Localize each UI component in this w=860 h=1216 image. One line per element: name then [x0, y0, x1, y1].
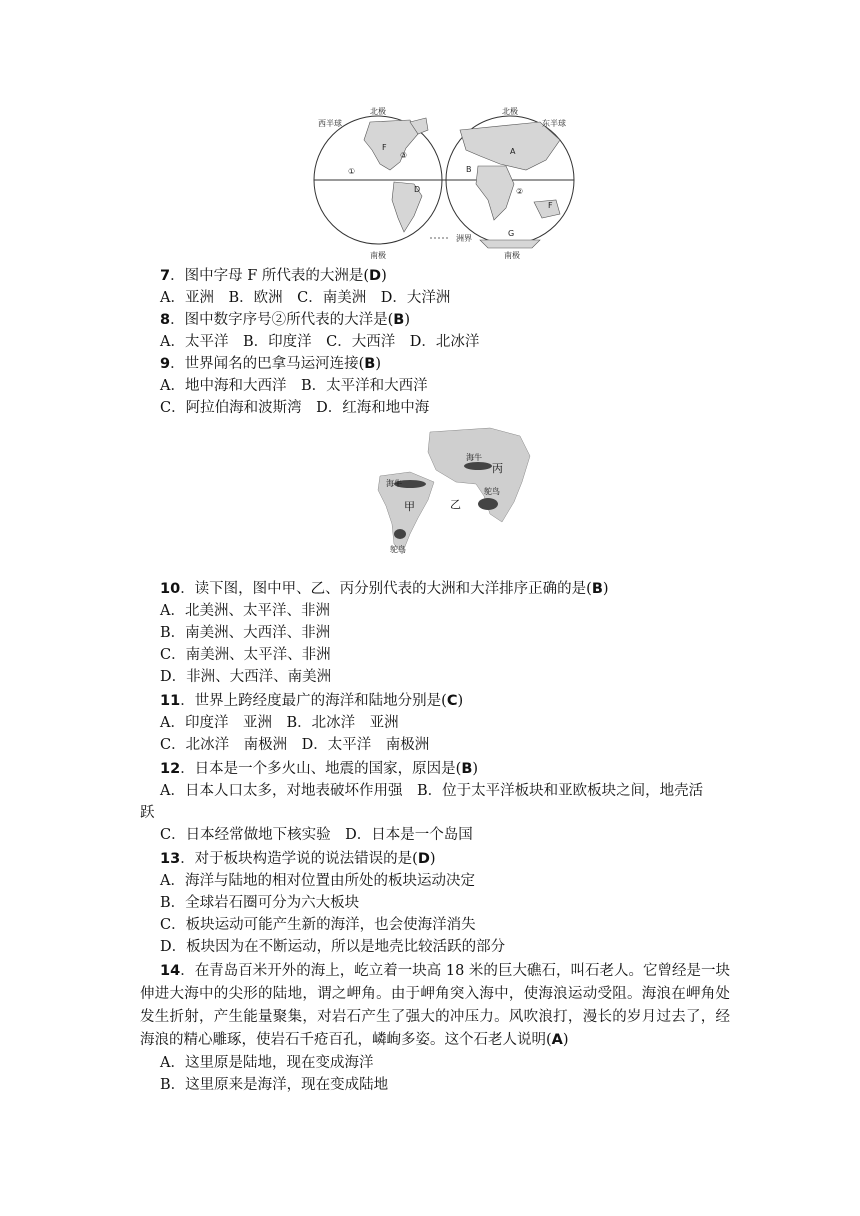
continents-map [370, 426, 542, 566]
q11-options-1: A．印度洋 亚洲 B．北冰洋 亚洲 [160, 715, 399, 731]
q9-stem: 9．世界闻名的巴拿马运河连接(B) [160, 356, 381, 372]
q12-options-1-cont: 跃 [140, 805, 155, 821]
ostrich-east-icon [478, 498, 498, 510]
q13-answer: D [417, 851, 430, 867]
q14-option-a: A．这里原是陆地，现在变成海洋 [160, 1055, 374, 1071]
marker-1: ① [348, 167, 356, 176]
africa-shape [428, 428, 530, 522]
q13-option-c: C．板块运动可能产生新的海洋，也会使海洋消失 [160, 917, 476, 933]
q14-answer: A [551, 1032, 563, 1048]
q12-stem: 12．日本是一个多火山、地震的国家，原因是(B) [160, 761, 479, 777]
north-pole-label-e: 北极 [502, 107, 518, 116]
australia-shape [534, 200, 560, 218]
hemisphere-map [310, 100, 580, 262]
north-pole-label-w: 北极 [370, 107, 386, 116]
south-pole-label-e: 南极 [504, 251, 520, 260]
q11-answer: C [446, 693, 458, 709]
q13-option-b: B．全球岩石圈可分为六大板块 [160, 895, 360, 911]
q10-option-a: A．北美洲、太平洋、非洲 [160, 603, 330, 619]
q9-answer: B [364, 356, 376, 372]
antarctica-shape [480, 240, 540, 248]
marker-f-east: F [548, 201, 553, 210]
marker-d: D [414, 185, 421, 194]
manatee-east-icon [464, 462, 492, 470]
legend-label: 洲界 [456, 234, 472, 243]
marker-3: ③ [400, 151, 408, 160]
q8-answer: B [393, 312, 405, 328]
ostrich-west-icon [394, 529, 406, 539]
marker-2: ② [516, 187, 524, 196]
q10-option-c: C．南美洲、太平洋、非洲 [160, 647, 331, 663]
q10-answer: B [591, 581, 603, 597]
q11-options-2: C．北冰洋 南极洲 D．太平洋 南极洲 [160, 737, 430, 753]
q9-options-1: A．地中海和大西洋 B．太平洋和大西洋 [160, 378, 428, 394]
marker-f-west: F [382, 143, 387, 152]
q8-options: A．太平洋 B．印度洋 C．大西洋 D．北冰洋 [160, 334, 480, 350]
eurasia-shape [460, 122, 560, 170]
q12-options-1: A．日本人口太多，对地表破坏作用强 B．位于太平洋板块和亚欧板块之间，地壳活 [160, 783, 704, 799]
west-hemisphere-label: 西半球 [318, 119, 342, 128]
east-hemisphere-label: 东半球 [542, 119, 566, 128]
north-america-shape [364, 120, 418, 170]
label-jia: 甲 [404, 500, 415, 513]
africa-shape [476, 166, 514, 220]
manatee-east-label: 海牛 [466, 453, 482, 462]
q10-option-d: D．非洲、大西洋、南美洲 [160, 669, 332, 685]
label-bing: 丙 [492, 462, 503, 475]
q14-stem: 14．在青岛百米开外的海上，屹立着一块高 18 米的巨大礁石，叫石老人。它曾经是一块伸进大海中的尖形的陆地，谓之岬角。由于岬角突入海中，使海浪运动受阻。海浪在岬角处发生折射，产生能量聚集，对岩石产生了强大的冲压力。风吹浪打，漫长的岁月过去了，经海浪的精心雕琢，使岩石千疮百孔，嶙峋多姿。这个石老人说明(A) [140, 963, 730, 1048]
q11-stem: 11．世界上跨经度最广的海洋和陆地分别是(C) [160, 693, 464, 709]
marker-a: A [510, 147, 516, 156]
q14-option-b: B．这里原来是海洋，现在变成陆地 [160, 1077, 389, 1093]
q13-option-a: A．海洋与陆地的相对位置由所处的板块运动决定 [160, 873, 475, 889]
q12-options-2: C．日本经常做地下核实验 D．日本是一个岛国 [160, 827, 473, 843]
q8-stem: 8．图中数字序号②所代表的大洋是(B) [160, 312, 410, 328]
q10-stem: 10．读下图，图中甲、乙、丙分别代表的大洲和大洋排序正确的是(B) [160, 581, 609, 597]
q7-stem: 7．图中字母 F 所代表的大洲是(D) [160, 268, 387, 284]
q7-options: A．亚洲 B．欧洲 C．南美洲 D．大洋洲 [160, 290, 451, 306]
q9-options-2: C．阿拉伯海和波斯湾 D．红海和地中海 [160, 400, 430, 416]
q12-answer: B [461, 761, 473, 777]
marker-g: G [508, 229, 515, 238]
manatee-west-label: 海牛 [386, 479, 402, 488]
q7-answer: D [369, 268, 382, 284]
q13-stem: 13．对于板块构造学说的说法错误的是(D) [160, 851, 436, 867]
marker-b: B [466, 165, 472, 174]
q13-option-d: D．板块因为在不断运动，所以是地壳比较活跃的部分 [160, 939, 506, 955]
q10-option-b: B．南美洲、大西洋、非洲 [160, 625, 331, 641]
south-pole-label-w: 南极 [370, 251, 386, 260]
ostrich-west-label: 鸵鸟 [390, 545, 406, 554]
ostrich-east-label: 鸵鸟 [484, 487, 500, 496]
label-yi: 乙 [450, 498, 461, 511]
